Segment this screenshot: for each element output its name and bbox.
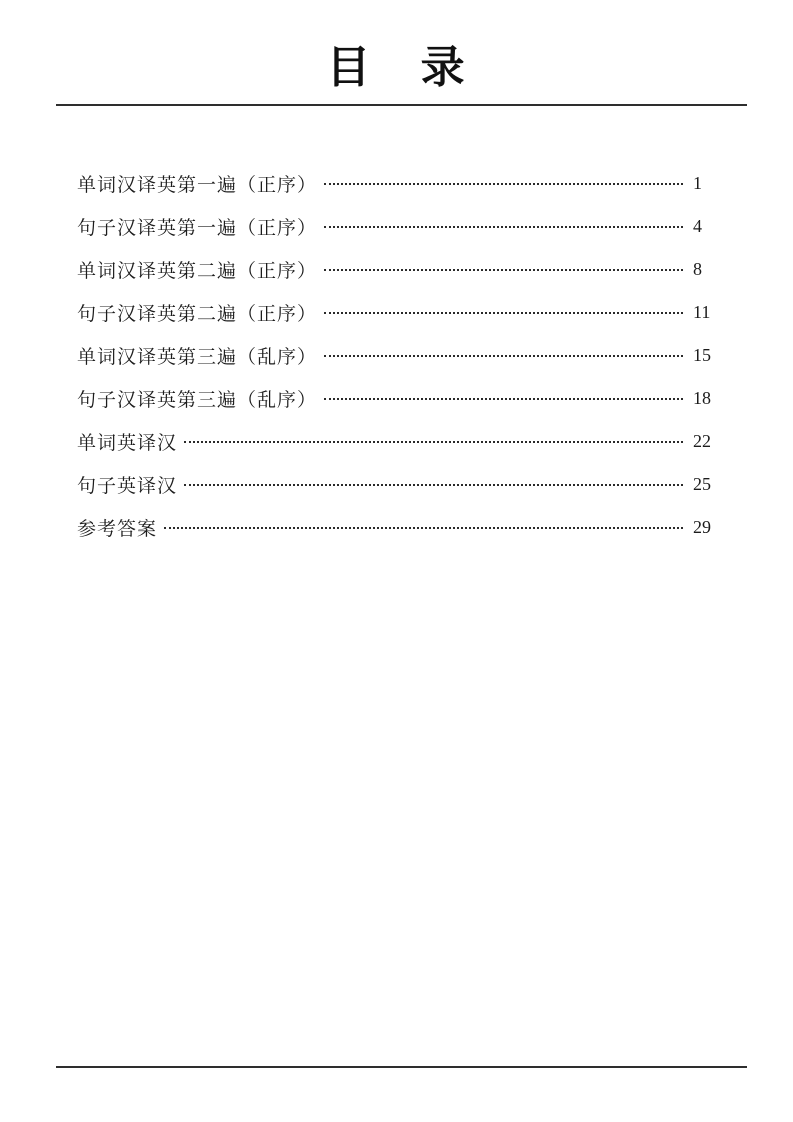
dotted-leader xyxy=(184,484,683,486)
toc-entry-page-number: 25 xyxy=(693,474,711,494)
toc-entry-page-number: 18 xyxy=(693,388,711,408)
dotted-leader xyxy=(324,269,683,271)
footer-rule xyxy=(56,1066,747,1068)
toc-entry xyxy=(77,506,723,549)
toc-entry xyxy=(77,162,723,205)
toc-entry xyxy=(77,463,723,506)
dotted-leader xyxy=(324,312,683,314)
page-title: 目 录 xyxy=(326,43,467,92)
toc-entry-label: 单词汉译英第二遍（正序） xyxy=(77,261,318,282)
toc-entry-page-number: 11 xyxy=(693,302,711,322)
toc-entry xyxy=(77,334,723,377)
toc-entry-page-number: 4 xyxy=(693,216,702,236)
dotted-leader xyxy=(164,527,683,529)
toc-entry xyxy=(77,291,723,334)
toc-entry xyxy=(77,248,723,291)
toc-entry xyxy=(77,205,723,248)
dotted-leader xyxy=(324,398,683,400)
dotted-leader xyxy=(324,355,683,357)
dotted-leader xyxy=(324,183,683,185)
toc-entry xyxy=(77,377,723,420)
toc-entry-label: 单词英译汉 xyxy=(77,433,178,454)
toc-entry-page-number: 1 xyxy=(693,173,702,193)
title-underline-rule xyxy=(56,104,747,106)
toc-entry-label: 句子汉译英第二遍（正序） xyxy=(77,304,318,325)
toc-entry-label: 单词汉译英第三遍（乱序） xyxy=(77,347,318,368)
dotted-leader xyxy=(324,226,683,228)
toc-entry-page-number: 22 xyxy=(693,431,711,451)
toc-entry-page-number: 15 xyxy=(693,345,711,365)
toc-entry-page-number: 8 xyxy=(693,259,702,279)
toc-list xyxy=(77,162,723,549)
toc-entry-label: 单词汉译英第一遍（正序） xyxy=(77,175,318,196)
toc-entry-label: 参考答案 xyxy=(77,519,158,540)
dotted-leader xyxy=(184,441,683,443)
toc-entry-label: 句子汉译英第三遍（乱序） xyxy=(77,390,318,411)
toc-entry xyxy=(77,420,723,463)
toc-entry-page-number: 29 xyxy=(693,517,711,537)
toc-entry-label: 句子汉译英第一遍（正序） xyxy=(77,218,318,239)
toc-entry-label: 句子英译汉 xyxy=(77,476,178,497)
